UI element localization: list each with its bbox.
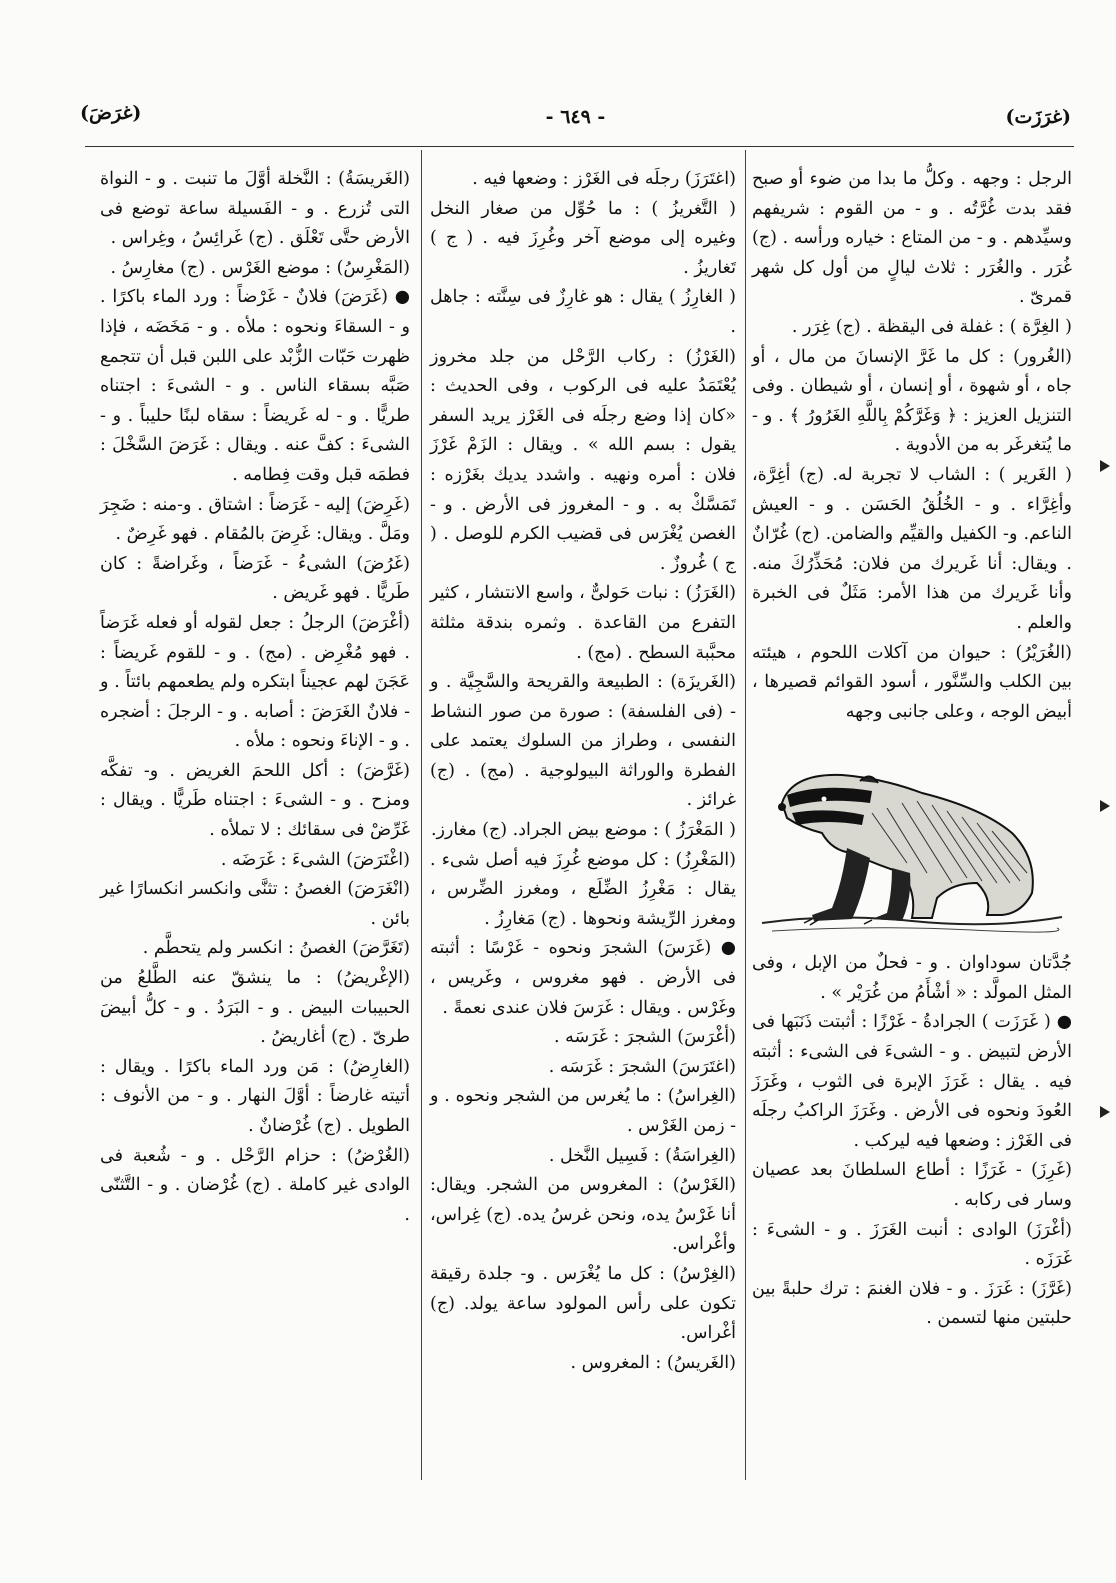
entry: (أغْرَسَ) الشجرَ : غَرَسَه .	[553, 1027, 736, 1048]
entry: (الغَريسُ) : المغروس .	[570, 1352, 736, 1373]
entry: الرجل : وجهه . وكلُّ ما بدا من ضوء أو صبح فقد بدت غُرَّتُه . و - من القوم : شريفهم وسيِّدهم . و - من المتاع : خياره ورأسه . (ج) غُرَر . والغُرَر : ثلاث ليالٍ من أول كل شهر قمرىّ .	[752, 169, 1072, 308]
page-header	[80, 100, 1071, 140]
entry: (اغتَرَزَ) رجلَه فى الغَرْز : وضعها فيه .	[472, 169, 736, 189]
margin-mark	[1100, 460, 1110, 472]
entry: (اغتَرَسَ) الشجرَ : غَرَسَه .	[548, 1056, 736, 1077]
header-guide-word-right: (غرَزَت)	[1005, 106, 1071, 128]
entry: ● ( غَرَزَت ) الجرادةُ - غَرْزًا : أثبتت ذَنَبَها فى الأرض لتبيض . و - الشىءَ فى الشىء : أثبته فيه . يقال : غَرَزَ الإبرة فى الثوب ، وغَرَزَ العُودَ ونحوه فى الأرض . وغَرَزَ الراكبُ رجلَه فى الغَرْز : وضعها فيه ليركب .	[752, 1012, 1072, 1151]
entry: (غَرِزَ) - غَرَزًا : أطاع السلطانَ بعد عصيان وسار فى ركابه .	[752, 1160, 1072, 1211]
page-number: - ٦٤٩ -	[545, 106, 606, 128]
entry: (غَرَّزَ) : غَرَزَ . و - فلان الغنمَ : ترك حلبةً بين حلبتين منها لتسمن .	[752, 1278, 1072, 1329]
entry: (الإغْريضُ) : ما ينشقّ عنه الطَّلعُ من الحبيبات البيض . و - البَرَدُ . و - كلُّ أبيضَ طرىّ . (ج) أغاريضُ .	[100, 968, 410, 1048]
entry: (الغَرْسُ) : المغروس من الشجر. ويقال: أنا غَرْسُ يده، ونحن غرسُ يده. (ج) غِراس، وأغْراس.	[430, 1175, 736, 1255]
entry: (الغَرَزُ) : نبات حَولىٌّ ، واسع الانتشار ، كثير التفرع من القاعدة . وثمره بندقة مثلثة محبَّبة السطح . (مج) .	[430, 583, 736, 663]
header-guide-word-left: (غرَضَ)	[80, 102, 142, 124]
column-divider-left	[421, 150, 422, 1480]
entry: ● (غَرَسَ) الشجرَ ونحوه - غَرْسًا : أثبته فى الأرض . فهو مغروس ، وغَريس ، وغَرْس . ويقال : غَرَسَ فلان عندى نعمةً .	[430, 938, 736, 1018]
entry: (غَرِضَ) إليه - غَرَضاً : اشتاق . و-منه : ضَجِرَ ومَلَّ . ويقال: غَرِضَ بالمُقام . فهو غَرِضٌ .	[100, 494, 410, 545]
entry: ( الغَرير ) : الشاب لا تجربة له. (ج) أغِرَّة، وأغِرَّاء . و - الخُلُقُ الحَسَن . و - العيش الناعم. و- الكفيل والقيِّم والضامن. (ج) غُرّانٌ . ويقال: أنا غَريرك من فلان: مُحَذِّرُكَ منه. وأنا غَريرك من هذا الأمر: مَثَلٌ فى الخبرة والعلم .	[752, 464, 1072, 633]
entry: ( المَغْرَزُ ) : موضع بيض الجراد. (ج) مغارز.	[430, 820, 736, 841]
entry: (غَرُضَ) الشىءُ - غَرَضاً ، وغَراضةً : كان طَريًّا . فهو غَريض .	[100, 553, 410, 604]
entry: (الغُرَيْرُ) : حيوان من آكلات اللحوم ، هيئته بين الكلب والسِّنَّور ، أسود القوائم قصيرها ، أبيض الوجه ، وعلى جانبى وجهه	[752, 642, 1072, 722]
entry: (أغْرَزَ) الوادى : أنبت الغَرَزَ . و - الشىءَ : غَرَزَه .	[752, 1219, 1072, 1270]
entry: (الغُرور) : كل ما غَرَّ الإنسانَ من مال ، أو جاه ، أو شهوة ، أو إنسان ، أو شيطان . وفى التنزيل العزيز : ﴿ وَغَرَّكُمْ بِاللَّهِ الغَرُورُ ﴾ . و - ما يُتغرغَر به من الأدوية .	[752, 346, 1072, 456]
entry: (الغِراسُ) : ما يُغرس من الشجر ونحوه . و - زمن الغَرْس .	[430, 1086, 736, 1136]
margin-mark	[1100, 1106, 1110, 1118]
entry: (اغْتَرَضَ) الشىءَ : غَرَضَه .	[220, 849, 410, 870]
entry: (الغِرْسُ) : كل ما يُغْرَس . و- جلدة رقيقة تكون على رأس المولود ساعة يولد. (ج) أغْراس.	[430, 1263, 736, 1344]
header-rule	[85, 146, 1074, 147]
entry: (انْغَرَضَ) الغصنُ : تثنَّى وانكسر انكسارًا غير بائن .	[100, 879, 410, 929]
entry: جُدَّتان سوداوان . و - فحلٌ من الإبل ، وفى المثل المولَّد : « أشْأَمُ من غُرَيْر » .	[752, 953, 1072, 1003]
entry: (الغَرْزُ) : ركاب الرَّحْل من جلد مخروز يُعْتَمَدُ عليه فى الركوب ، وفى الحديث : «كان إذا وضع رجلَه فى الغَرْز يريد السفر يقول : بسم الله » . ويقال : الزَمْ غَرْزَ فلان : أمره ونهيه . واشدد يديك بغَرْزه : تَمَسَّكْ به . و - المغروز فى الأرض . و - الغصن يُغْرَس فى قضيب الكرم للوصل . ( ج ) غُروزٌ .	[430, 346, 736, 574]
entry: ( التَّغريزُ ) : ما حُوِّل من صغار النخل وغيره إلى موضع آخر وغُرِزَ فيه . ( ج ) تَغاريزُ .	[430, 198, 736, 278]
margin-mark	[1100, 800, 1110, 812]
entry: (المَغْرِزُ) : كل موضع غُرِزَ فيه أصل شىء . يقال : مَغْرِزُ الضِّلَع ، ومغرز الضِّرس ، ومغرز الرِّيشة ونحوها . (ج) مَغارِزُ .	[430, 849, 736, 929]
column-left	[100, 165, 410, 1230]
entry: (الغَريسَةُ) : النَّخلة أوَّلَ ما تنبت . و - النواة التى تُزرع . و - الفَسيلة ساعة توضع فى الأرض حتَّى تَعْلَق . (ج) غَرائِسُ ، وغِراس .	[100, 169, 410, 249]
entry: (الغارِضُ) : مَن ورد الماء باكرًا . ويقال : أتيته غارضاً : أوَّلَ النهار . و - من الأنوف : الطويل . (ج) غُرْضانٌ .	[100, 1056, 410, 1136]
entry: (الغُرْضُ) : حزام الرَّحْل . و - شُعبة فى الوادى غير كاملة . (ج) غُرْضان . و - التَّثنّى .	[100, 1145, 410, 1225]
entry: (تَغَرَّضَ) الغصنُ : انكسر ولم يتحطَّم .	[142, 938, 410, 959]
entry: ( الغِرَّة ) : غفلة فى اليقظة . (ج) غِرَر .	[791, 316, 1072, 337]
entry: (أغْرَضَ) الرجلُ : جعل لقوله أو فعله غَرَضاً . فهو مُغْرِض . (مج) . و - للقوم غَريضاً : عَجَنَ لهم عجيناً ابتكره ولم يطعمهم بائتاً . و - فلانٌ الغَرَضَ : أصابه . و - الرجلَ : أضجره . و - الإناءَ ونحوه : ملأه .	[100, 612, 410, 752]
entry: ● (غَرَضَ) فلانٌ - غَرْضاً : ورد الماء باكرًا . و - السقاءَ ونحوه : ملأه . و - مَخَضَه ، فإذا ظهرت حَبّات الزُّبْد على اللبن قبل أن تتجمع صَبَّه بسقاء الناس . و - الشىءَ : اجتناه طريًّا . و - له غَريضاً : سقاه لبنًا حليباً . و - الشىءَ : كفَّ عنه . ويقال : غَرَضَ السَّخْلَ : فطمَه قبل وقت فِطامه .	[100, 287, 410, 485]
column-middle	[430, 165, 736, 1378]
column-right	[752, 165, 1072, 1334]
entry: (الغِراسَةُ) : فَسِيل النَّخل .	[548, 1145, 736, 1166]
entry: (غَرَّضَ) : أكل اللحمَ الغريض . و- تفكَّه ومزح . و - الشىءَ : اجتناه طَريًّا . ويقال : غَرِّضْ فى سقائك : لا تملأه .	[100, 760, 410, 841]
badger-illustration-icon	[752, 733, 1072, 943]
entry: (الغَريزَة) : الطبيعة والقريحة والسَّجِيَّة . و - (فى الفلسفة) : صورة من صور النشاط النفسى ، وطراز من السلوك يعتمد على الفطرة والوراثة البيولوجية . (مج) . (ج) غرائز .	[430, 672, 736, 811]
column-divider-right	[745, 150, 746, 1480]
entry: (المَغْرِسُ) : موضع الغَرْس . (ج) مغارِسُ .	[110, 257, 410, 278]
entry: ( الغارِزُ ) يقال : هو غارِزٌ فى سِنَّته : جاهل .	[430, 287, 736, 337]
